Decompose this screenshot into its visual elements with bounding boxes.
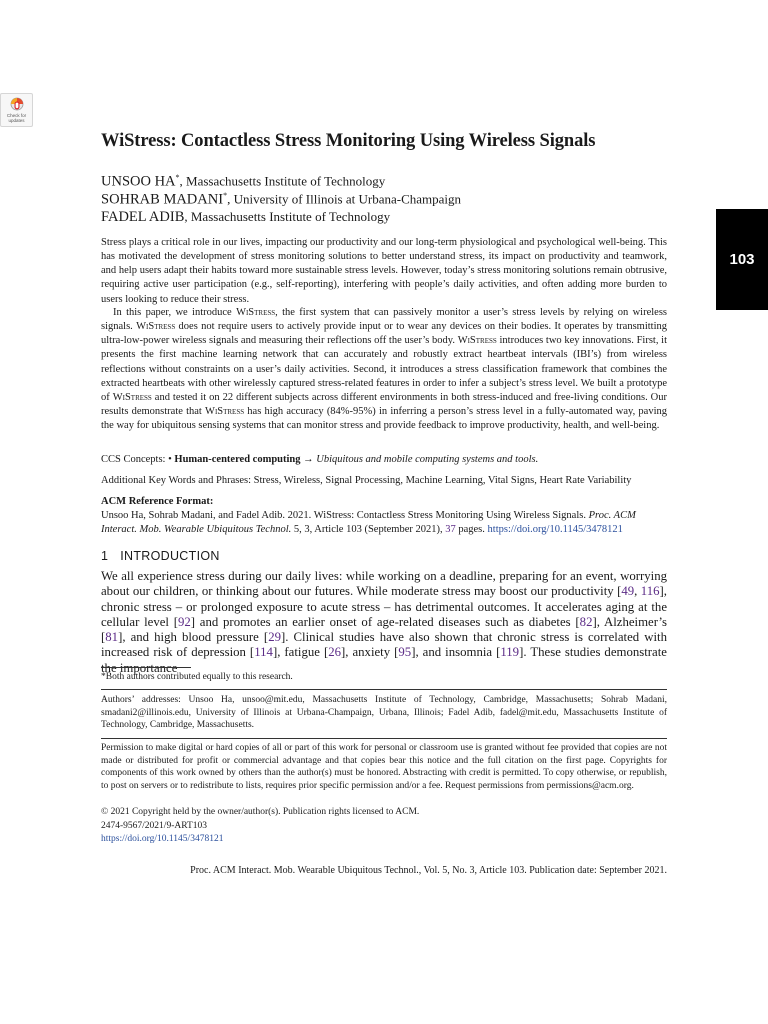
author-line-2 bbox=[101, 191, 461, 208]
addresses-rule bbox=[101, 689, 667, 690]
acm-ref-venue: Proc. ACM Interact. Mob. Wearable Ubiquitous Technol. bbox=[101, 510, 636, 536]
author-line-1 bbox=[101, 173, 385, 190]
text-run: ], anxiety [ bbox=[341, 645, 399, 660]
text-run: , bbox=[634, 584, 641, 599]
ccs-subconcept: Ubiquitous and mobile computing systems and tools. bbox=[316, 454, 539, 465]
abstract-paragraph-1: Stress plays a critical role in our lives, impacting our productivity and our long-term physiological and psychological well-being. This has motivated the development of stress monitoring solutions to better understand stress, its impact on productivity and teamwork, and help users adapt their habits toward more sustainable stress levels. However, today’s stress monitoring solutions remain obtrusive, requiring active user participation (e.g., self-reporting), interfering with people’s daily activities, and often adding more burden to users looking to reduce their stress. bbox=[101, 237, 667, 305]
abstract-paragraph-2 bbox=[101, 306, 667, 433]
author-name: UNSOO HA bbox=[101, 173, 176, 190]
citation-link[interactable]: 114 bbox=[254, 645, 273, 660]
citation-link[interactable]: 26 bbox=[328, 645, 341, 660]
text-run: ], and insomnia [ bbox=[411, 645, 501, 660]
author-mark: * bbox=[175, 173, 180, 182]
text-run: 5, 3, Article 103 (September 2021), bbox=[291, 524, 446, 536]
issn: 2474-9567/2021/9-ART103 bbox=[101, 821, 208, 831]
text-run: introduces two key innovations. First, it presents the first machine learning network that can accurately and robustly extract heartbeat intervals (IBI’s) from wireless reflections without constraints on a user’s daily activities. Second, it introduces a stress classification framework that combines the extracted heartbeats with other wirelessly captured stress-related features in order to infer a subject’s stress level. We built a prototype of bbox=[101, 335, 667, 403]
text-run: In this paper, we introduce bbox=[113, 307, 237, 318]
text-run: , the first system that can passively monitor a user’s stress levels by relying on wireless signals. bbox=[101, 307, 667, 333]
acm-ref-heading: ACM Reference Format: bbox=[101, 496, 214, 507]
ccs-concepts bbox=[101, 454, 538, 465]
section-title: INTRODUCTION bbox=[120, 549, 220, 563]
author-line-3 bbox=[101, 209, 390, 226]
text-run: and tested it on 22 different subjects across different environments in both stress-induced and free-living conditions. Our results demonstrate that bbox=[101, 391, 667, 418]
citation-link[interactable]: 95 bbox=[398, 645, 412, 660]
author-affiliation: , Massachusetts Institute of Technology bbox=[179, 173, 386, 189]
text-run: Unsoo Ha, Sohrab Madani, and Fadel Adib. 2021. WiStress: Contactless Stress Monitoring Using Wireless Signals. bbox=[101, 510, 589, 521]
system-name: WiStress bbox=[457, 335, 497, 347]
author-affiliation: , University of Illinois at Urbana-Champaign bbox=[227, 191, 462, 207]
text-run: does not require users to actively provide input or to wear any devices on their bodies. It operates by transmitting ultra-low-power wireless signals and measuring their reflections off the user’s body. bbox=[101, 321, 668, 347]
ccs-concept: Human-centered computing bbox=[174, 454, 301, 465]
introduction-paragraph bbox=[101, 569, 667, 676]
system-name: WiStress bbox=[236, 307, 276, 318]
citation-link[interactable]: 49 bbox=[621, 584, 635, 599]
author-name: SOHRAB MADANI bbox=[101, 191, 224, 208]
citation-link[interactable]: 92 bbox=[178, 614, 191, 629]
author-name: FADEL ADIB bbox=[101, 209, 185, 225]
citation-link[interactable]: 116 bbox=[640, 584, 660, 599]
text-run: We all experience stress during our daily lives: while working on a deadline, preparing for an event, worrying about our children, or thinking about our futures. While moderate stress may boost our productivity [ bbox=[101, 569, 667, 599]
author-mark: * bbox=[223, 191, 228, 200]
ccs-label: CCS Concepts: • bbox=[101, 454, 175, 465]
system-name: WiStress bbox=[205, 406, 245, 418]
citation-link[interactable]: 119 bbox=[500, 645, 520, 660]
keywords: Additional Key Words and Phrases: Stress, Wireless, Signal Processing, Machine Learning, Vital Signs, Heart Rate Variability bbox=[101, 475, 632, 486]
ccs-arrow: → bbox=[300, 454, 317, 465]
text-run: ], and high blood pressure [ bbox=[118, 630, 269, 645]
citation-link[interactable]: 82 bbox=[579, 614, 593, 629]
footnote: *Both authors contributed equally to this research. bbox=[101, 672, 293, 682]
text-run: has high accuracy (84%-95%) in inferring a person’s stress level in a fully-automated way, paving the way for ubiquitous sensing systems that can monitor stress and provide feedback to improve productivity, health, and well-being. bbox=[101, 406, 667, 432]
article-number-tab: 103 bbox=[716, 209, 768, 310]
copyright-notice: © 2021 Copyright held by the owner/author(s). Publication rights licensed to ACM. bbox=[101, 807, 420, 817]
author-affiliation: , Massachusetts Institute of Technology bbox=[184, 209, 391, 224]
permission-rule bbox=[101, 738, 667, 739]
citation-link[interactable]: 29 bbox=[268, 630, 281, 645]
system-name: WiStress bbox=[112, 391, 152, 403]
badge-text-2: updates bbox=[8, 117, 25, 123]
text-run: ], fatigue [ bbox=[272, 645, 329, 660]
text-run: ] and promotes an earlier onset of age-related diseases such as diabetes [ bbox=[190, 614, 580, 629]
system-name: WiStress bbox=[136, 321, 176, 333]
authors-addresses: Authors’ addresses: Unsoo Ha, unsoo@mit.edu, Massachusetts Institute of Technology, Cambridge, Massachusetts; Sohrab Madani, smadani2@illinois.edu, University of Illinois at Urbana-Champaign, Urbana, Illinois; Fadel Adib, fadel@mit.edu, Massachusetts Institute of Technology, Cambridge, Massachusetts. bbox=[101, 695, 667, 731]
text-run: pages. bbox=[455, 524, 488, 536]
check-for-updates-badge[interactable] bbox=[0, 93, 33, 127]
footer-doi-link[interactable]: https://doi.org/10.1145/3478121 bbox=[101, 834, 224, 844]
section-heading-introduction bbox=[101, 549, 220, 563]
citation-link[interactable]: 81 bbox=[105, 630, 119, 645]
text-run: ], Alzheimer’s [ bbox=[101, 614, 667, 645]
pages-link[interactable]: 37 bbox=[445, 524, 456, 536]
badge-text-1: Check for bbox=[6, 113, 27, 118]
check-updates-icon bbox=[9, 97, 25, 114]
text-run: ]. These studies demonstrate the importance bbox=[101, 645, 667, 675]
text-run: ]. Clinical studies have also shown that chronic stress is correlated with increased risk of depression [ bbox=[101, 630, 667, 660]
footnote-rule bbox=[101, 667, 191, 668]
doi-link[interactable]: https://doi.org/10.1145/3478121 bbox=[487, 524, 623, 536]
acm-ref-text bbox=[101, 509, 667, 537]
permission-notice: Permission to make digital or hard copies of all or part of this work for personal or classroom use is granted without fee provided that copies are not made or distributed for profit or commercial advantage and that copies bear this notice and the full citation on the first page. Copyrights for components of this work owned by others than the author(s) must be honored. Abstracting with credit is permitted. To copy otherwise, or republish, to post on servers or to redistribute to lists, requires prior specific permission and/or a fee. Request permissions from permissions@acm.org. bbox=[101, 743, 667, 791]
section-number: 1 bbox=[101, 549, 109, 563]
page-footer: Proc. ACM Interact. Mob. Wearable Ubiquitous Technol., Vol. 5, No. 3, Article 103. Publication date: September 2021. bbox=[190, 865, 667, 876]
text-run: ], chronic stress – or prolonged exposure to acute stress – has detrimental outcomes. It accelerates aging at the cellular level [ bbox=[101, 584, 667, 629]
paper-title: WiStress: Contactless Stress Monitoring Using Wireless Signals bbox=[101, 131, 596, 151]
